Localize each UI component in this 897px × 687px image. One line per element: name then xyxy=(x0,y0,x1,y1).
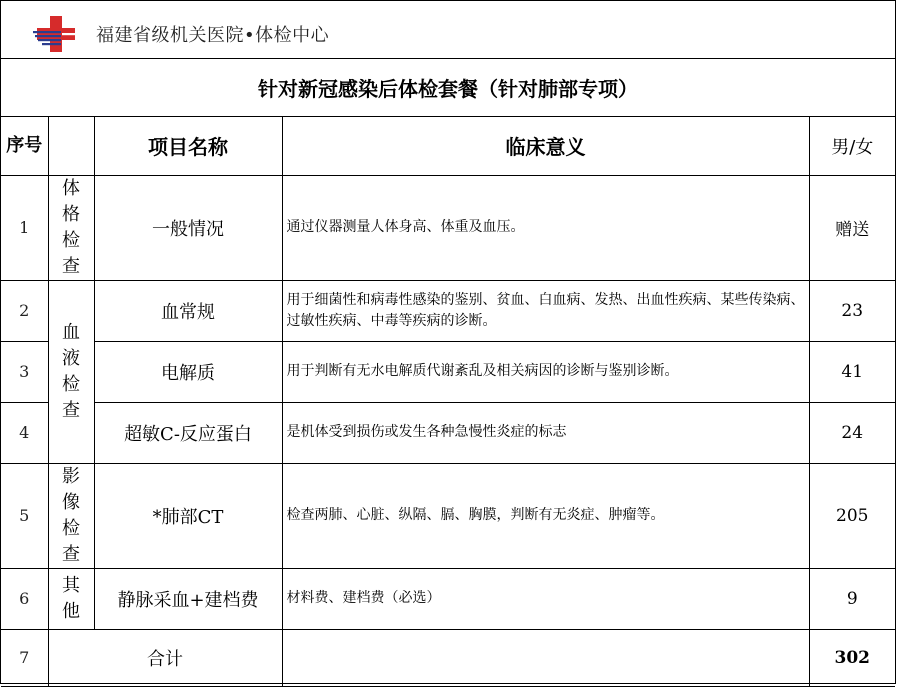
row-price: 23 xyxy=(809,280,895,341)
category-imaging xyxy=(48,463,94,568)
page-header xyxy=(1,1,895,59)
table-row xyxy=(1,402,895,463)
row-name: 一般情况 xyxy=(94,175,282,280)
row-seq: 5 xyxy=(1,463,48,568)
row-price: 205 xyxy=(809,463,895,568)
row-desc: 用于细菌性和病毒性感染的鉴别、贫血、白血病、发热、出血性疾病、某些传染病、过敏性疾病、中毒等疾病的诊断。 xyxy=(282,280,809,341)
row-desc: 材料费、建档费（必选） xyxy=(282,568,809,629)
header-category xyxy=(48,117,94,175)
hospital-cross-logo-icon xyxy=(33,14,79,54)
category-label: 血液检查 xyxy=(62,321,80,421)
category-blood xyxy=(48,280,94,463)
row-price: 41 xyxy=(809,341,895,402)
table-row xyxy=(1,341,895,402)
header-meaning: 临床意义 xyxy=(282,117,809,175)
row-name: 电解质 xyxy=(94,341,282,402)
row-seq: 3 xyxy=(1,341,48,402)
total-price: 302 xyxy=(809,629,895,686)
row-price: 9 xyxy=(809,568,895,629)
category-label: 影像检查 xyxy=(62,465,80,565)
row-desc: 是机体受到损伤或发生各种急慢性炎症的标志 xyxy=(282,402,809,463)
header-seq: 序号 xyxy=(1,117,48,175)
row-name: 合计 xyxy=(48,629,282,686)
package-title: 针对新冠感染后体检套餐（针对肺部专项） xyxy=(1,59,895,117)
row-name: 血常规 xyxy=(94,280,282,341)
row-price: 赠送 xyxy=(809,175,895,280)
table-row xyxy=(1,280,895,341)
category-other xyxy=(48,568,94,629)
row-desc: 检查两肺、心脏、纵隔、膈、胸膜，判断有无炎症、肿瘤等。 xyxy=(282,463,809,568)
category-physical xyxy=(48,175,94,280)
row-seq: 1 xyxy=(1,175,48,280)
header-item: 项目名称 xyxy=(94,117,282,175)
header-price: 男/女 xyxy=(809,117,895,175)
row-desc: 通过仪器测量人体身高、体重及血压。 xyxy=(282,175,809,280)
row-name: *肺部CT xyxy=(94,463,282,568)
table-header-row xyxy=(1,117,895,175)
table-row xyxy=(1,568,895,629)
row-seq: 6 xyxy=(1,568,48,629)
table-row xyxy=(1,175,895,280)
table-row xyxy=(1,463,895,568)
table-total-row xyxy=(1,629,895,686)
row-name: 超敏C-反应蛋白 xyxy=(94,402,282,463)
org-name: 福建省级机关医院•体检中心 xyxy=(96,25,330,46)
package-table xyxy=(1,117,895,687)
row-price: 24 xyxy=(809,402,895,463)
category-label: 体格检查 xyxy=(62,177,80,277)
row-seq: 7 xyxy=(1,629,48,686)
row-seq: 4 xyxy=(1,402,48,463)
row-name: 静脉采血+建档费 xyxy=(94,568,282,629)
row-desc xyxy=(282,629,809,686)
row-desc: 用于判断有无水电解质代谢紊乱及相关病因的诊断与鉴别诊断。 xyxy=(282,341,809,402)
category-label: 其他 xyxy=(62,574,80,622)
row-seq: 2 xyxy=(1,280,48,341)
